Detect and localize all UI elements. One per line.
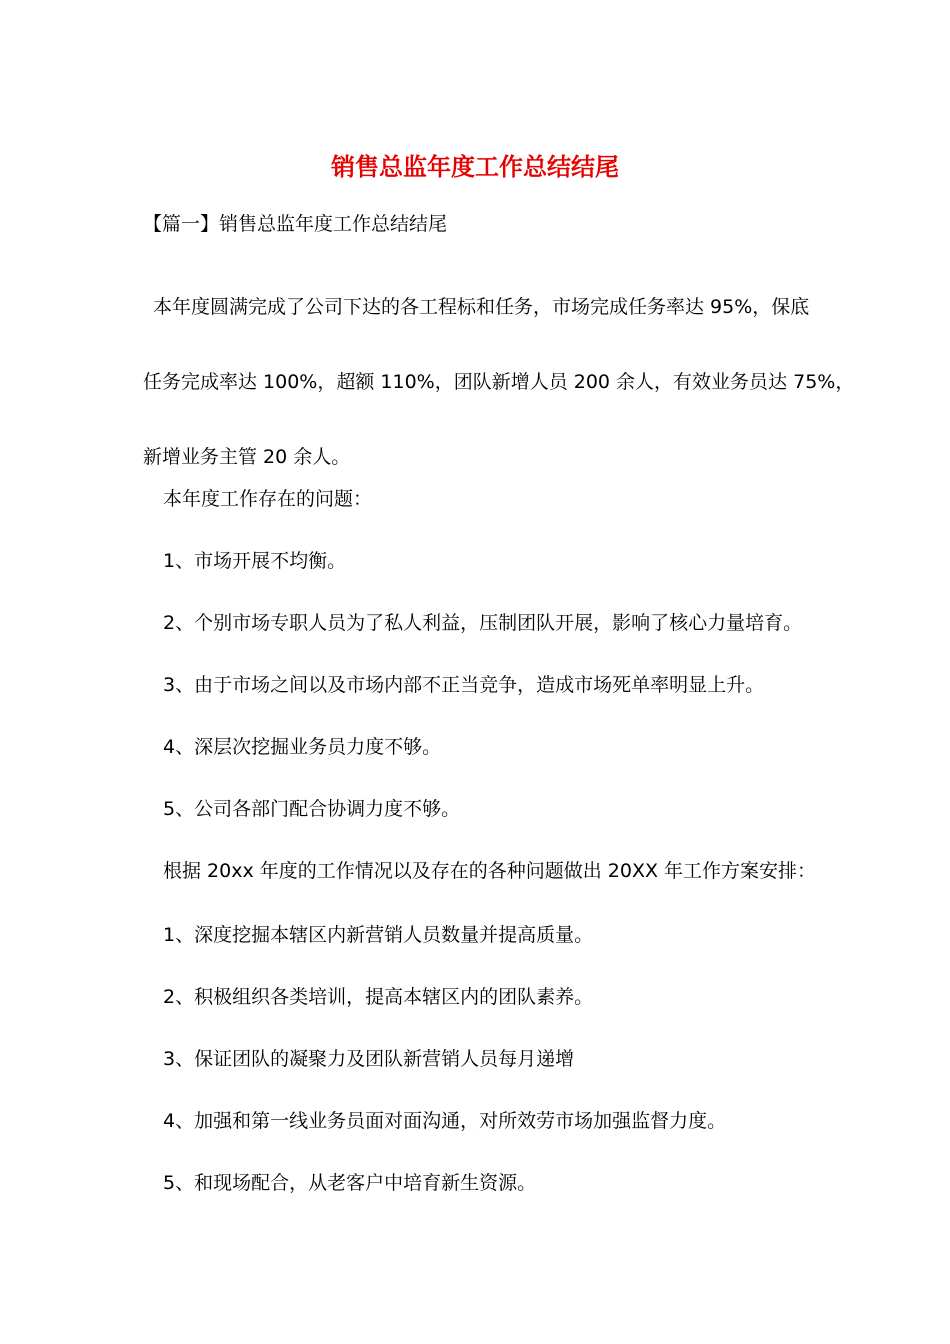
intro-line: 本年度圆满完成了公司下达的各工程标和任务，市场完成任务率达 95%，保底 (153, 296, 810, 318)
intro-paragraph (143, 270, 855, 495)
plan-heading: 根据 20xx 年度的工作情况以及存在的各种问题做出 20XX 年工作方案安排： (163, 860, 817, 882)
section-heading: 【篇一】销售总监年度工作总结结尾 (143, 213, 448, 235)
intro-line: 新增业务主管 20 余人。 (143, 446, 351, 468)
intro-line: 任务完成率达 100%，超额 110%，团队新增人员 200 余人，有效业务员达 75%， (143, 371, 855, 393)
problem-item: 3、由于市场之间以及市场内部不正当竞争，造成市场死单率明显上升。 (163, 674, 765, 696)
problem-item: 1、市场开展不均衡。 (163, 550, 347, 572)
problem-item: 5、公司各部门配合协调力度不够。 (163, 798, 461, 820)
document-title: 销售总监年度工作总结结尾 (331, 153, 619, 181)
problem-item: 4、深层次挖掘业务员力度不够。 (163, 736, 442, 758)
plan-item: 1、深度挖掘本辖区内新营销人员数量并提高质量。 (163, 924, 594, 946)
plan-item: 2、积极组织各类培训，提高本辖区内的团队素养。 (163, 986, 594, 1008)
problem-item: 2、个别市场专职人员为了私人利益，压制团队开展，影响了核心力量培育。 (163, 612, 803, 634)
problems-heading: 本年度工作存在的问题： (163, 488, 373, 510)
plan-item: 3、保证团队的凝聚力及团队新营销人员每月递增 (163, 1048, 575, 1070)
plan-item: 5、和现场配合，从老客户中培育新生资源。 (163, 1172, 537, 1194)
plan-item: 4、加强和第一线业务员面对面沟通，对所效劳市场加强监督力度。 (163, 1110, 727, 1132)
